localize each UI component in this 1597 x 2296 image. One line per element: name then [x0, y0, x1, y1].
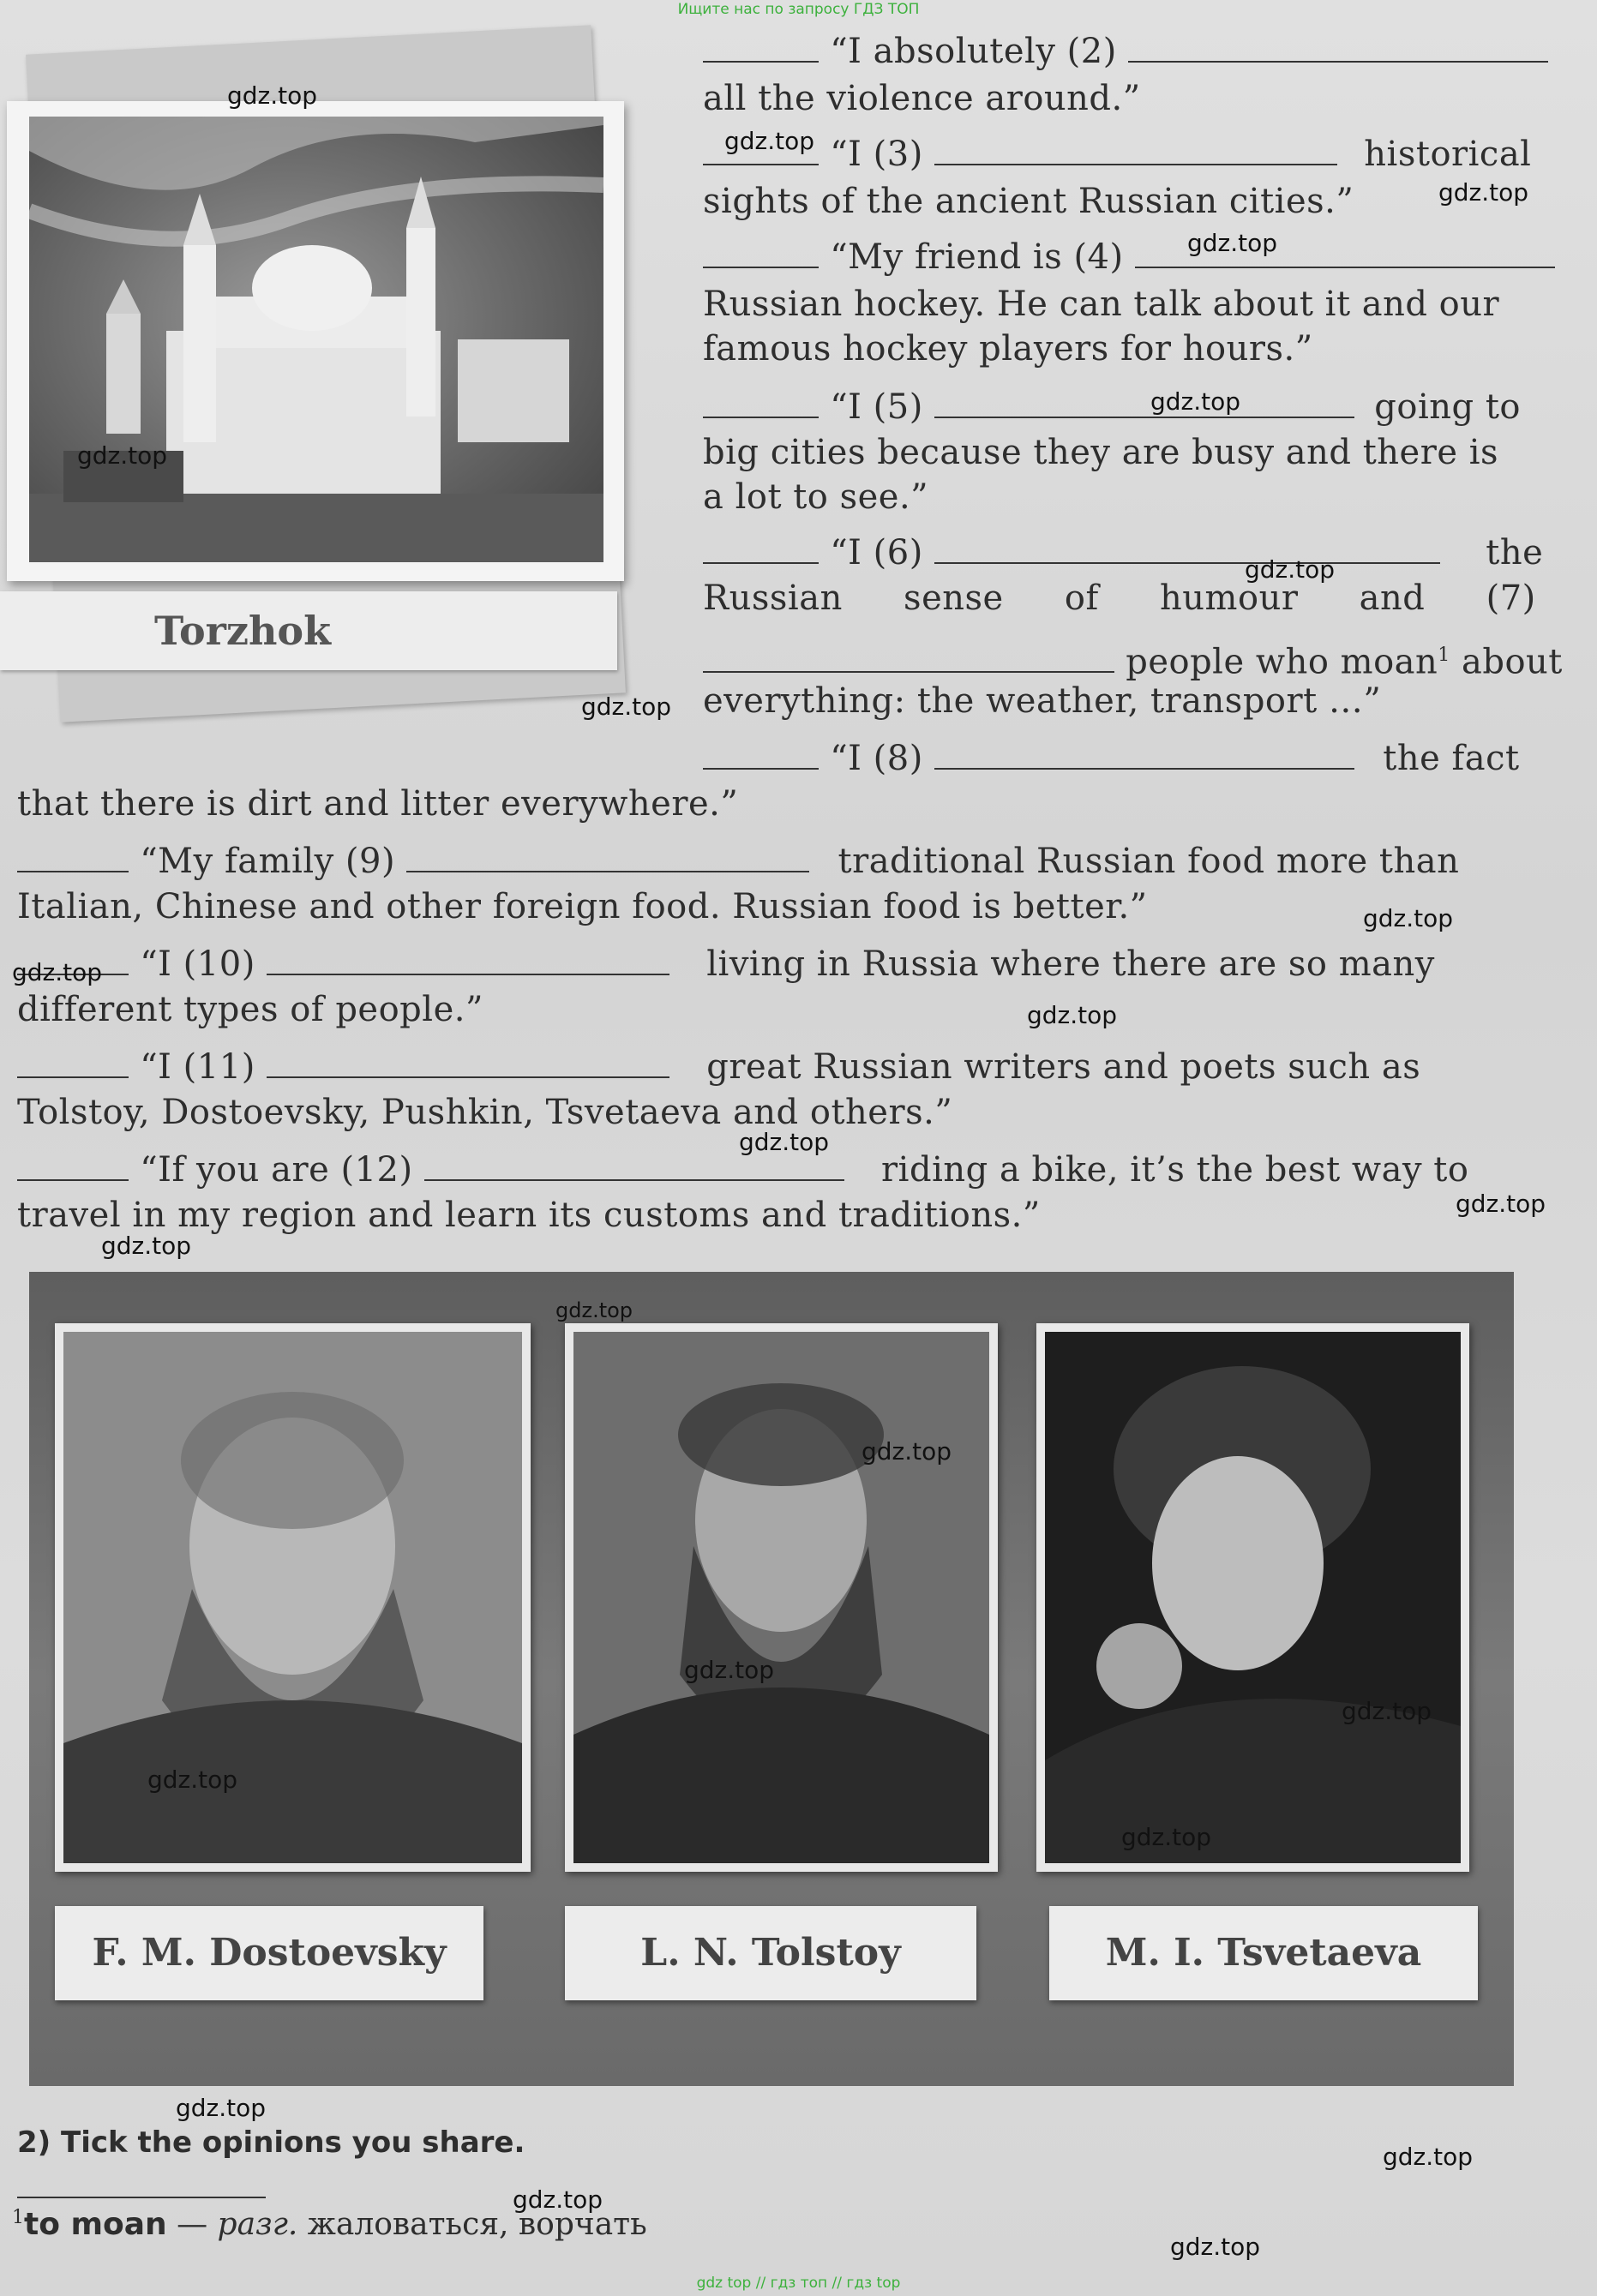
- line-5c: a lot to see.”: [703, 477, 929, 517]
- answer-blank-3[interactable]: [934, 133, 1337, 165]
- torzhok-photo-card: [7, 101, 624, 581]
- answer-blank[interactable]: [17, 840, 129, 872]
- line-4a: “My friend is (4): [703, 231, 1555, 283]
- answer-blank[interactable]: [17, 1148, 129, 1181]
- watermark: gdz.top: [1383, 2143, 1474, 2171]
- answer-blank-10[interactable]: [267, 943, 669, 975]
- line-11a: “I (11) great Russian writers and poets such as: [17, 1041, 1420, 1093]
- watermark: gdz.top: [1438, 178, 1529, 207]
- line-11b: Tolstoy, Dostoevsky, Pushkin, Tsvetaeva and others.”: [17, 1093, 953, 1132]
- name-plate-tsvetaeva: M. I. Tsvetaeva: [1049, 1906, 1478, 2000]
- tsvetaeva-portrait: [1045, 1332, 1461, 1863]
- line-8a: “I (8) the fact: [703, 733, 1520, 784]
- dostoevsky-portrait: [63, 1332, 522, 1863]
- answer-blank-11[interactable]: [267, 1046, 669, 1078]
- watermark: gdz.top: [581, 692, 672, 721]
- answer-blank[interactable]: [703, 737, 819, 770]
- torzhok-image-icon: [29, 117, 603, 562]
- bottom-banner[interactable]: gdz top // гдз топ // гдз top: [696, 2275, 901, 2292]
- line-10b: different types of people.”: [17, 990, 483, 1029]
- watermark: gdz.top: [724, 127, 815, 155]
- tolstoy-portrait-icon: [573, 1332, 989, 1863]
- footnote-divider: [17, 2197, 266, 2198]
- watermark: gdz.top: [77, 441, 168, 470]
- answer-blank-8[interactable]: [934, 737, 1354, 770]
- watermark: gdz.top: [1342, 1697, 1432, 1725]
- footnote: $^1$to moan — разг. жаловаться, ворчать: [12, 2207, 647, 2242]
- task-instruction: 2) Tick the opinions you share.: [17, 2125, 525, 2160]
- portrait-frame-dostoevsky: [55, 1323, 531, 1872]
- watermark: gdz.top: [513, 2185, 603, 2214]
- line-6b: Russian sense of humour and (7): [703, 578, 1536, 618]
- line-9b: Italian, Chinese and other foreign food. Russian food is better.”: [17, 887, 1148, 926]
- watermark: gdz.top: [1027, 1001, 1118, 1029]
- portrait-frame-tolstoy: [565, 1323, 998, 1872]
- watermark: gdz.top: [147, 1765, 238, 1794]
- answer-blank-9[interactable]: [406, 840, 809, 872]
- portrait-frame-tsvetaeva: [1036, 1323, 1469, 1872]
- watermark: gdz.top: [739, 1128, 830, 1156]
- watermark: gdz.top: [1363, 904, 1454, 932]
- answer-blank-6[interactable]: [934, 531, 1440, 564]
- name-plate-dostoevsky: F. M. Dostoevsky: [55, 1906, 483, 2000]
- answer-blank[interactable]: [703, 236, 819, 268]
- watermark: gdz.top: [684, 1656, 775, 1684]
- line-3a: “I (3) historical: [703, 129, 1531, 180]
- line-12a: “If you are (12) riding a bike, it’s the best way to: [17, 1144, 1468, 1196]
- tsvetaeva-portrait-icon: [1045, 1332, 1461, 1863]
- dostoevsky-portrait-icon: [63, 1332, 522, 1863]
- watermark: gdz.top: [1187, 229, 1278, 257]
- line-2a: “I absolutely (2): [703, 26, 1548, 77]
- answer-blank-2[interactable]: [1128, 30, 1548, 63]
- line-12b: travel in my region and learn its customs and traditions.”: [17, 1196, 1041, 1235]
- watermark: gdz.top: [176, 2094, 267, 2122]
- line-6d: everything: the weather, transport …”: [703, 681, 1382, 721]
- answer-blank[interactable]: [703, 30, 819, 63]
- watermark: gdz.top: [101, 1232, 192, 1260]
- watermark: gdz.top: [862, 1437, 952, 1466]
- line-5a: “I (5) going to: [703, 381, 1521, 433]
- name-plate-tolstoy: L. N. Tolstoy: [565, 1906, 976, 2000]
- watermark: gdz.top: [555, 1298, 633, 1322]
- watermark: gdz.top: [1121, 1823, 1212, 1851]
- torzhok-photo: [29, 117, 603, 562]
- torzhok-caption: Torzhok: [0, 591, 617, 670]
- line-4b: Russian hockey. He can talk about it and our: [703, 285, 1500, 324]
- line-4c: famous hockey players for hours.”: [703, 329, 1313, 369]
- top-banner[interactable]: Ищите нас по запросу ГДЗ ТОП: [677, 1, 920, 18]
- tolstoy-portrait: [573, 1332, 989, 1863]
- line-2b: all the violence around.”: [703, 79, 1141, 118]
- line-10a: “I (10) living in Russia where there are so many: [17, 938, 1435, 990]
- line-3b: sights of the ancient Russian cities.”: [703, 182, 1354, 221]
- watermark: gdz.top: [1170, 2233, 1261, 2261]
- answer-blank-7[interactable]: [703, 640, 1114, 673]
- line-5b: big cities because they are busy and there is: [703, 433, 1499, 472]
- watermark: gdz.top: [227, 81, 318, 110]
- answer-blank-5[interactable]: [934, 386, 1354, 418]
- line-9a: “My family (9) traditional Russian food more than: [17, 836, 1459, 887]
- line-6a: “I (6) the: [703, 527, 1543, 578]
- watermark: gdz.top: [12, 958, 103, 986]
- watermark: gdz.top: [1245, 555, 1336, 584]
- line-8b: that there is dirt and litter everywhere.”: [17, 784, 739, 824]
- answer-blank[interactable]: [17, 1046, 129, 1078]
- watermark: gdz.top: [1456, 1190, 1546, 1218]
- watermark: gdz.top: [1150, 387, 1241, 416]
- answer-blank[interactable]: [703, 386, 819, 418]
- answer-blank[interactable]: [703, 531, 819, 564]
- line-6c: people who moan$^1$ about: [703, 630, 1563, 687]
